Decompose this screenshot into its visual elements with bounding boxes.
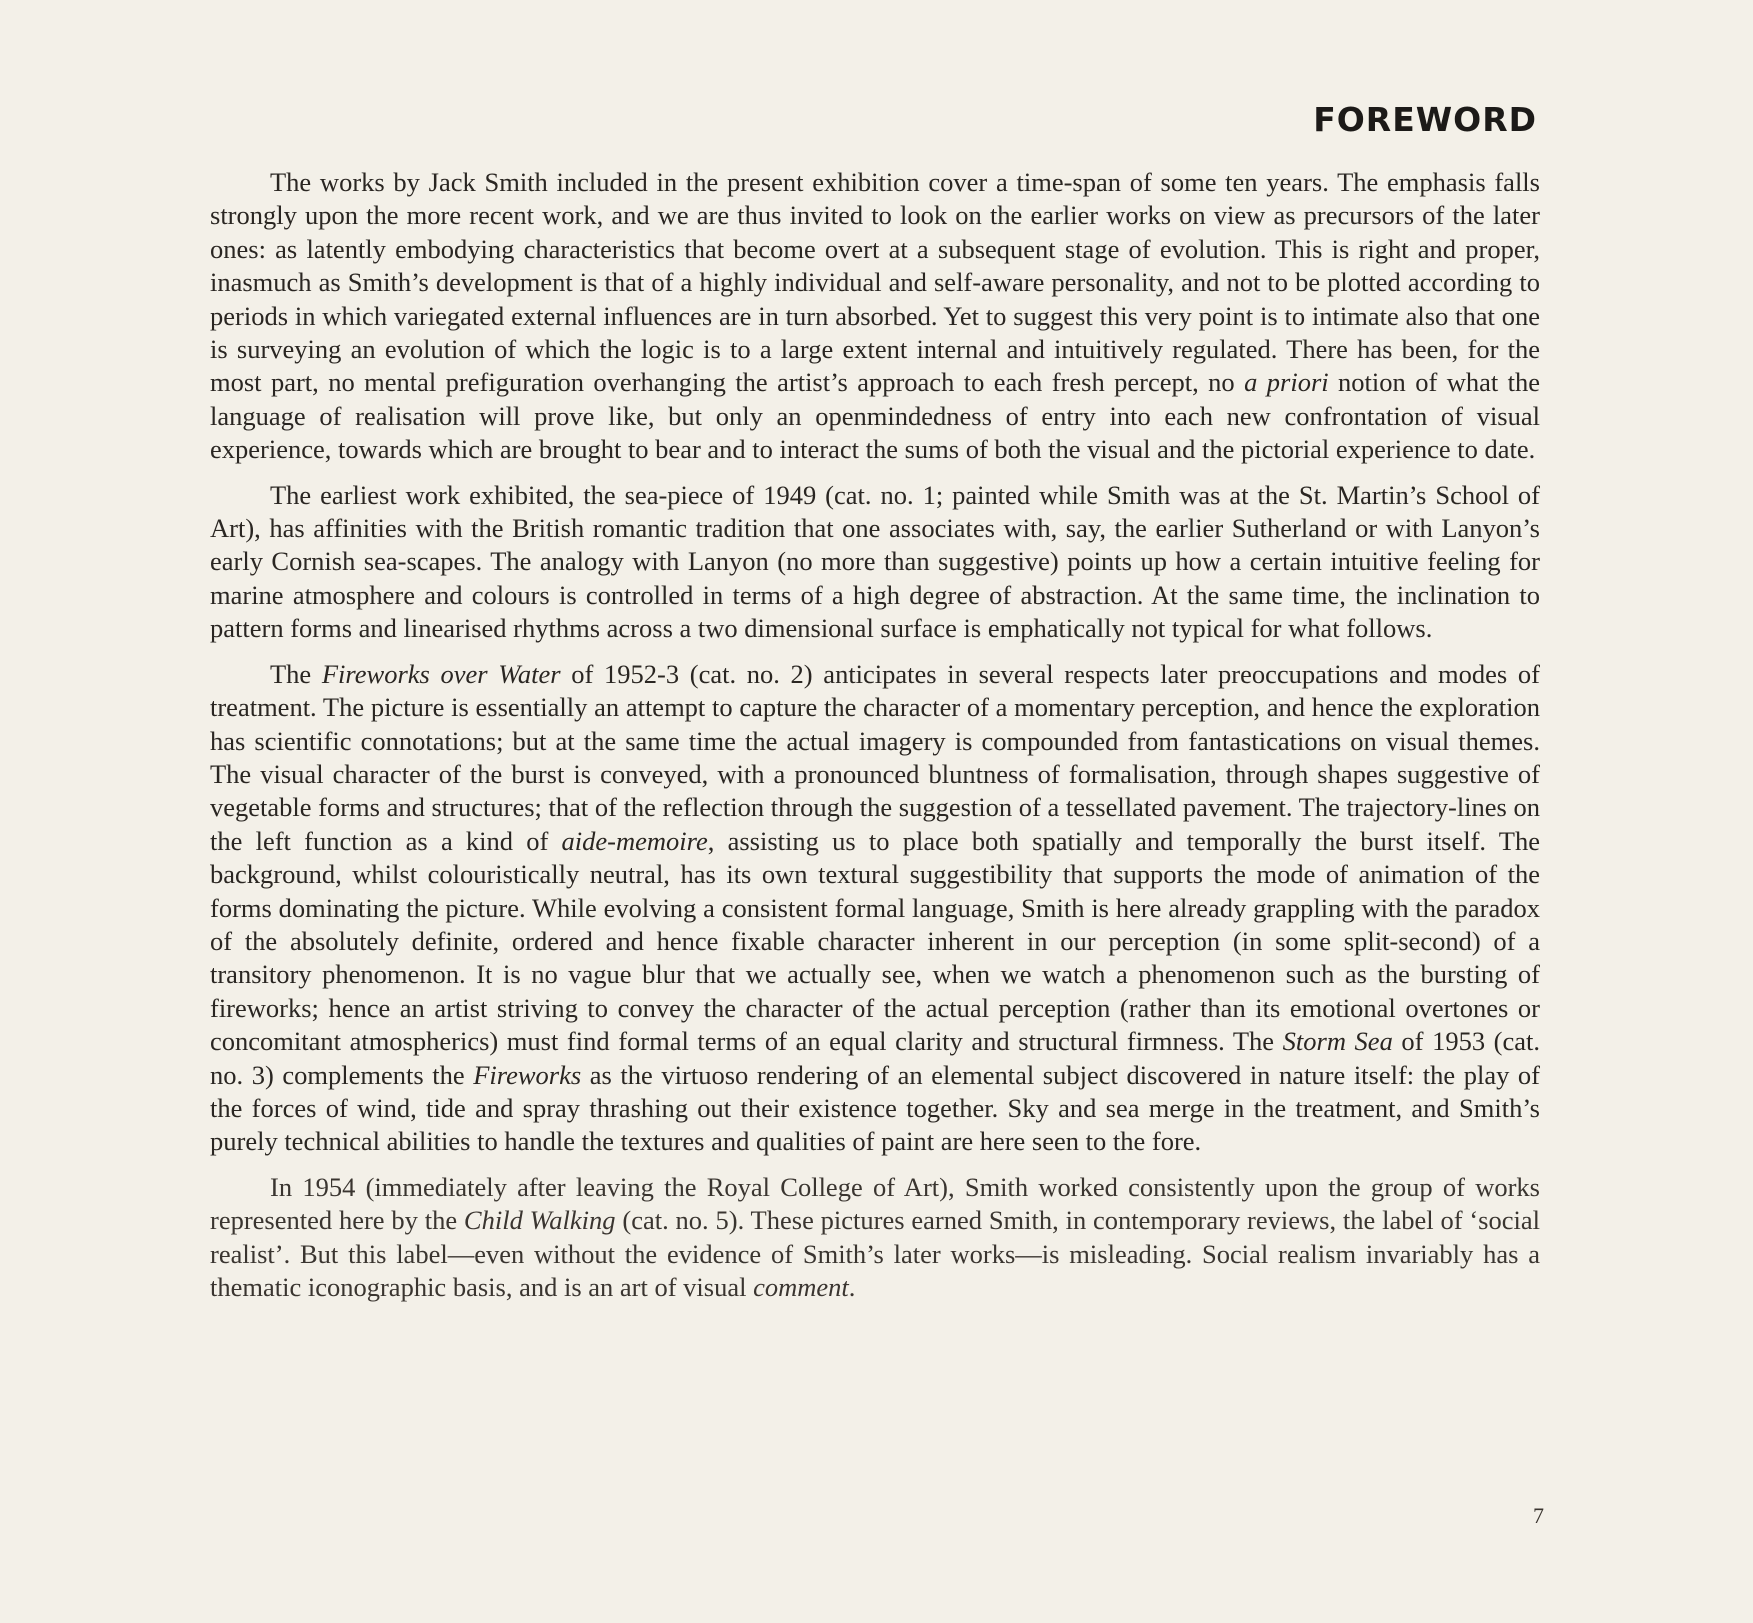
italic-title-run: aide-memoire [561, 825, 708, 856]
text-run: notion of what the language of realisation will prove like, but only an openmindedness of entry into each new confrontation of visual experience, towards which are brought to bear and to interact the sums of both the visual and the pictorial experience to date. [210, 367, 1541, 465]
page-number: 7 [1533, 1503, 1544, 1528]
italic-title-run: Storm Sea [1282, 1026, 1393, 1057]
text-run: In 1954 (immediately after leaving the Royal College of Art), Smith worked consistently upon the group of works represented here by the [210, 1171, 1540, 1236]
text-run: The works by Jack Smith included in the present exhibition cover a time-span of some ten years. The emphasis falls strongly upon the more recent work, and we are thus invited to look on the earlier works on view as precursors of the later ones: as latently embodying characteristics that become overt at a subsequent stage of evolution. This is right and proper, inasmuch as Smith’s development is that of a highly individual and self-aware personality, and not to be plotted according to periods in which variegated external influences are in turn absorbed. Yet to suggest this very point is to intimate also that one is surveying an evolution of which the logic is to a large extent internal and intuitively regulated. There has been, for the most part, no mental prefiguration overhanging the artist’s approach to each fresh percept, no [210, 167, 1540, 398]
text-run: of 1953 (cat. no. 3) complements the [210, 1026, 1540, 1090]
text-run: of 1952-3 (cat. no. 2) anticipates in several respects later preoccupations and modes of treatment. The picture is essentially an attempt to capture the character of a momentary perception, and hence the exploration has scientific connotations; but at the same time the actual imagery is compounded from fantastications on visual themes. The visual character of the burst is conveyed, with a pronounced bluntness of formalisation, through shapes suggestive of vegetable forms and structures; that of the reflection through the suggestion of a tessellated pavement. The trajectory-lines on the left function as a kind of [210, 658, 1540, 856]
text-run: . [848, 1272, 856, 1302]
italic-title-run: Fireworks over Water [321, 658, 561, 689]
text-run: The earliest work exhibited, the sea-piece of 1949 (cat. no. 1; painted while Smith was at the St. Martin’s School of Art), has affinities with the British romantic tradition that one associates with, say, the earlier Sutherland or with Lanyon’s early Cornish sea-scapes. The analogy with Lanyon (no more than suggestive) points up how a certain intuitive feeling for marine atmosphere and colours is controlled in terms of a high degree of abstraction. At the same time, the inclination to pattern forms and linearised rhythms across a two dimensional surface is emphatically not typical for what follows. [210, 479, 1540, 644]
italic-title-run: Fireworks [473, 1059, 582, 1090]
paragraph-1 [210, 166, 1540, 467]
paragraph-3 [210, 658, 1540, 1159]
page-heading: FOREWORD [1313, 100, 1537, 139]
text-run: (cat. no. 5). These pictures earned Smith, in contemporary reviews, the label of ‘social realist’. But this label—even without the evidence of Smith’s later works—is misleading. Social realism invariably has a thematic iconographic basis, and is an art of visual [210, 1205, 1540, 1302]
italic-title-run: a priori [1244, 367, 1329, 398]
italic-title-run: comment [753, 1272, 849, 1302]
foreword-body [210, 166, 1540, 1304]
italic-title-run: Child Walking [463, 1205, 616, 1236]
paragraph-2 [210, 479, 1540, 646]
text-run: , assisting us to place both spatially and temporally the burst itself. The background, whilst colouristically neutral, has its own textural suggestibility that supports the mode of animation of the forms dominating the picture. While evolving a consistent formal language, Smith is here already grappling with the paradox of the absolutely definite, ordered and hence fixable character inherent in our perception (in some split-second) of a transitory phenomenon. It is no vague blur that we actually see, when we watch a phenomenon such as the bursting of fireworks; hence an artist striving to convey the character of the actual perception (rather than its emotional overtones or concomitant atmospherics) must find formal terms of an equal clarity and structural firmness. The [210, 825, 1540, 1057]
paragraph-4 [210, 1171, 1540, 1305]
text-run: The [270, 658, 322, 689]
text-run: as the virtuoso rendering of an elemental subject discovered in nature itself: the play of the forces of wind, tide and spray thrashing out their existence together. Sky and sea merge in the treatment, and Smith’s purely technical abilities to handle the textures and qualities of paint are here seen to the fore. [210, 1059, 1540, 1157]
